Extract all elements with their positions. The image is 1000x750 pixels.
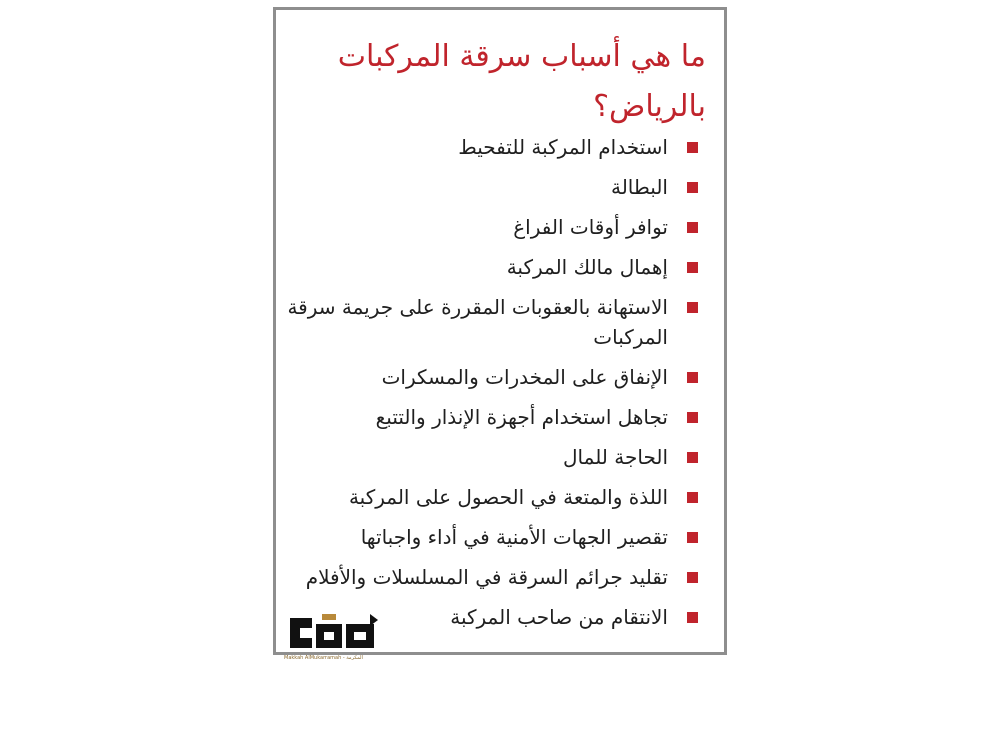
makkah-logo-icon — [282, 610, 382, 654]
reason-text: اللذة والمتعة في الحصول على المركبة — [348, 485, 668, 509]
reason-text: إهمال مالك المركبة — [506, 255, 668, 279]
square-bullet-icon — [687, 572, 698, 583]
reason-text: استخدام المركبة للتفحيط — [458, 135, 668, 159]
square-bullet-icon — [687, 492, 698, 503]
reason-text: الانتقام من صاحب المركبة — [450, 605, 668, 629]
list-item — [282, 362, 702, 392]
list-item — [282, 292, 702, 352]
square-bullet-icon — [687, 142, 698, 153]
reasons-list — [282, 132, 702, 642]
reason-text: تقصير الجهات الأمنية في أداء واجباتها — [360, 525, 668, 549]
list-item — [282, 172, 702, 202]
list-item — [282, 402, 702, 432]
reason-text: الاستهانة بالعقوبات المقررة على جريمة سرقة المركبات — [287, 295, 668, 349]
square-bullet-icon — [687, 412, 698, 423]
list-item — [282, 482, 702, 512]
reason-text: تجاهل استخدام أجهزة الإنذار والتتبع — [375, 405, 668, 429]
square-bullet-icon — [687, 302, 698, 313]
reason-text: البطالة — [610, 175, 668, 199]
list-item — [282, 442, 702, 472]
infographic-card — [273, 7, 727, 661]
square-bullet-icon — [687, 182, 698, 193]
logo-caption: Makkah AlMukarramah - المكرمة — [284, 655, 363, 661]
reason-text: تقليد جرائم السرقة في المسلسلات والأفلام — [305, 565, 668, 589]
reason-text: الحاجة للمال — [563, 445, 668, 469]
list-item — [282, 132, 702, 162]
reason-text: الإنفاق على المخدرات والمسكرات — [381, 365, 668, 389]
square-bullet-icon — [687, 262, 698, 273]
list-item — [282, 212, 702, 242]
list-item — [282, 522, 702, 552]
square-bullet-icon — [687, 532, 698, 543]
square-bullet-icon — [687, 452, 698, 463]
list-item — [282, 562, 702, 592]
infographic-title: ما هي أسباب سرقة المركبات بالرياض؟ — [337, 39, 706, 124]
list-item — [282, 252, 702, 282]
square-bullet-icon — [687, 372, 698, 383]
square-bullet-icon — [687, 222, 698, 233]
square-bullet-icon — [687, 612, 698, 623]
makkah-newspaper-logo — [282, 610, 382, 664]
reason-text: توافر أوقات الفراغ — [513, 215, 668, 239]
